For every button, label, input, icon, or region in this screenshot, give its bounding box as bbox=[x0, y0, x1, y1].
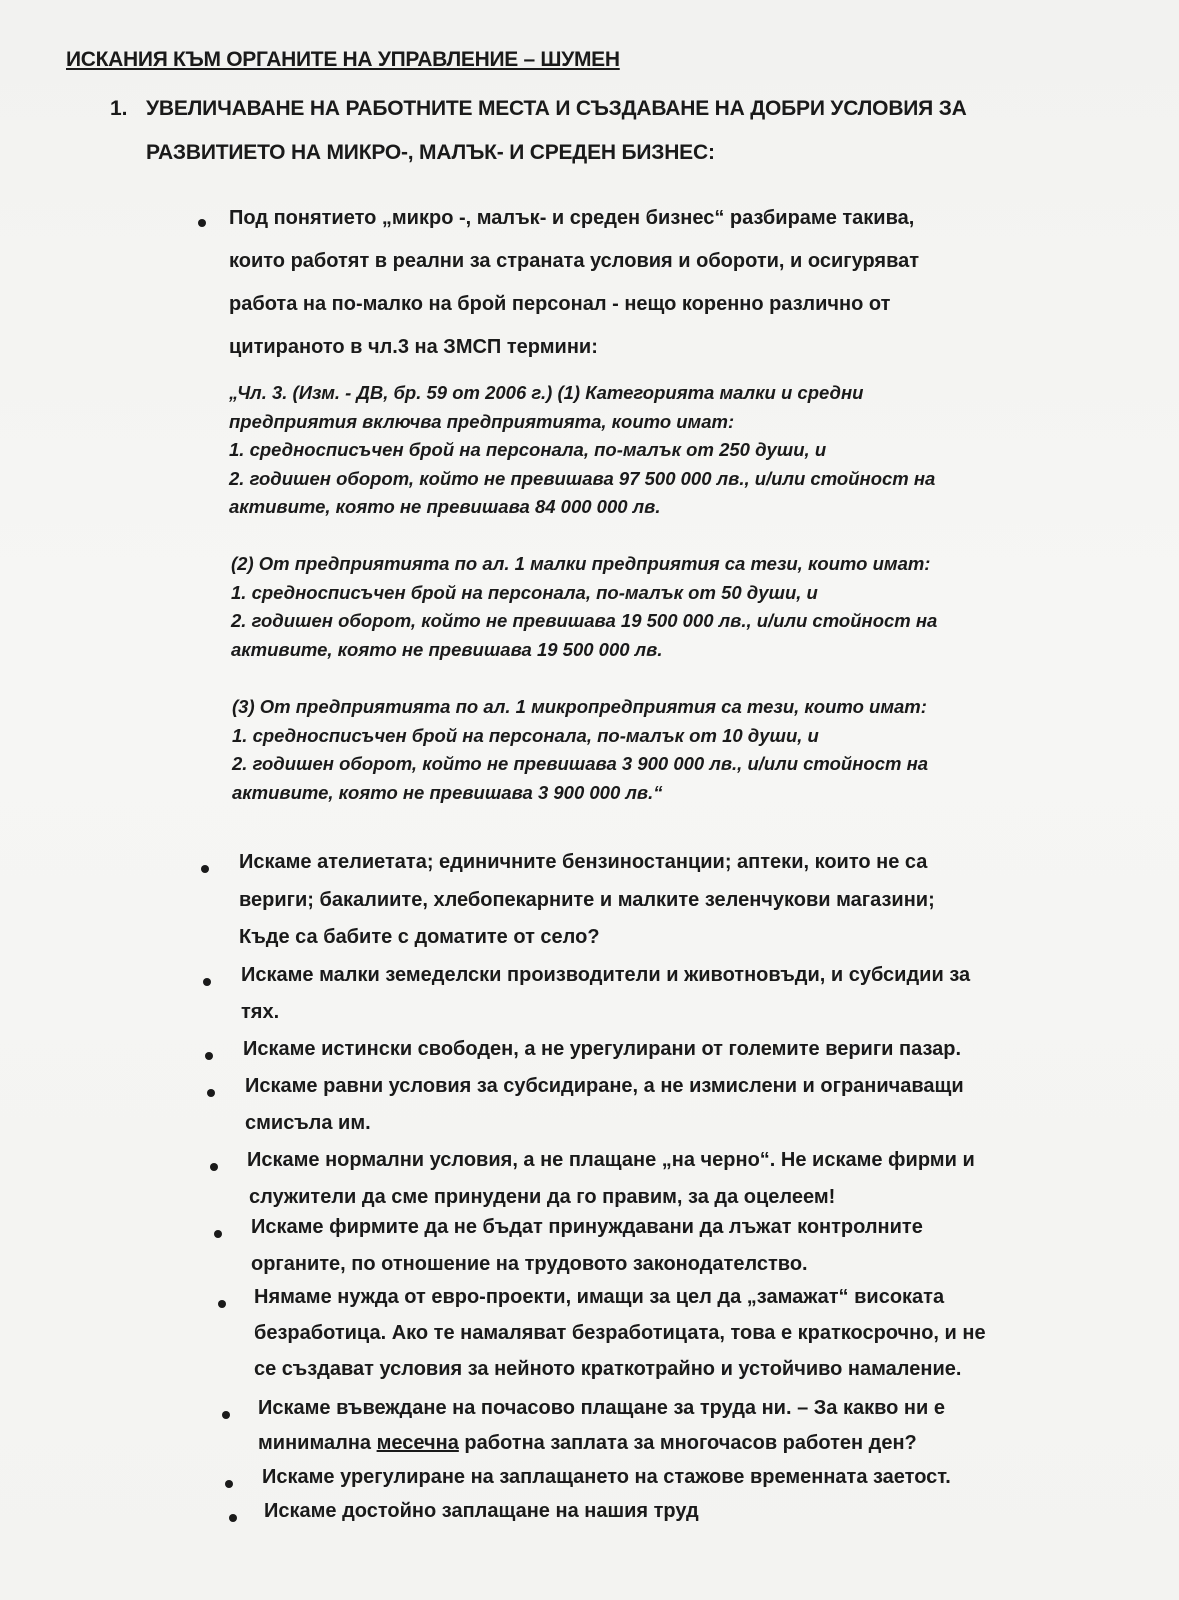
bullet-icon bbox=[229, 1514, 237, 1522]
bullet-icon bbox=[201, 865, 209, 873]
demand-text: работна заплата за многочасов работен ден? bbox=[458, 1432, 917, 1454]
demand-line: Искаме достойно заплащане на нашия труд bbox=[264, 1500, 699, 1522]
demand-line: смисъла им. bbox=[245, 1112, 371, 1134]
quote-line: (2) От предприятията по ал. 1 малки предприятия са тези, които имат: bbox=[231, 553, 931, 574]
demand-text: минимална bbox=[258, 1432, 377, 1454]
quote-line: „Чл. 3. (Изм. - ДВ, бр. 59 от 2006 г.) (1) Категорията малки и средни bbox=[229, 382, 864, 403]
quote-line: предприятия включва предприятията, които имат: bbox=[229, 411, 735, 432]
underlined-word: месечна bbox=[376, 1432, 459, 1454]
bullet-icon bbox=[218, 1300, 226, 1308]
demand-line: се създават условия за нейното краткотрайно и устойчиво намаление. bbox=[254, 1358, 962, 1380]
bullet-icon bbox=[214, 1230, 222, 1238]
quote-line: 1. средносписъчен брой на персонала, по-малък от 10 души, и bbox=[232, 725, 819, 746]
quote-line: 2. годишен оборот, който не превишава 19 500 000 лв., и/или стойност на bbox=[231, 610, 938, 631]
demand-line: Искаме равни условия за субсидиране, а не измислени и ограничаващи bbox=[245, 1075, 964, 1097]
bullet-icon bbox=[205, 1052, 213, 1060]
bullet-icon bbox=[222, 1411, 230, 1419]
demand-line: Искаме ателиетата; единичните бензиностанции; аптеки, които не са bbox=[239, 851, 928, 873]
demand-line: тях. bbox=[241, 1001, 280, 1023]
quote-line: 1. средносписъчен брой на персонала, по-малък от 250 души, и bbox=[229, 439, 827, 460]
quote-line: 1. средносписъчен брой на персонала, по-малък от 50 души, и bbox=[231, 582, 818, 603]
demand-line: Искаме фирмите да не бъдат принуждавани да лъжат контролните bbox=[251, 1216, 923, 1238]
demand-line: служители да сме принудени да го правим, за да оцелеем! bbox=[249, 1186, 836, 1208]
section-number: 1. bbox=[110, 97, 128, 120]
bullet-icon bbox=[203, 978, 211, 986]
demand-line: безработица. Ако те намаляват безработицата, това е краткосрочно, и не bbox=[254, 1322, 986, 1344]
quote-line: активите, която не превишава 84 000 000 лв. bbox=[229, 496, 661, 517]
document-heading: ИСКАНИЯ КЪМ ОРГАНИТЕ НА УПРАВЛЕНИЕ – ШУМЕН bbox=[66, 48, 620, 71]
quote-line: активите, която не превишава 3 900 000 лв.“ bbox=[232, 782, 663, 803]
demand-line: Къде са бабите с доматите от село? bbox=[239, 926, 600, 948]
intro-line: работа на по-малко на брой персонал - нещо коренно различно от bbox=[229, 293, 891, 315]
intro-line: Под понятието „микро -, малък- и среден бизнес“ разбираме такива, bbox=[229, 207, 915, 229]
quote-line: активите, която не превишава 19 500 000 лв. bbox=[231, 639, 663, 660]
bullet-icon bbox=[198, 219, 206, 227]
demand-line: вериги; бакалиите, хлебопекарните и малките зеленчукови магазини; bbox=[239, 889, 935, 911]
demand-line: Искаме малки земеделски производители и животновъди, и субсидии за bbox=[241, 964, 971, 986]
bullet-icon bbox=[207, 1089, 215, 1097]
quote-line: 2. годишен оборот, който не превишава 3 900 000 лв., и/или стойност на bbox=[232, 753, 929, 774]
demand-line bbox=[258, 1432, 917, 1455]
demand-line: Искаме урегулиране на заплащането на стажове временната заетост. bbox=[262, 1466, 951, 1488]
section-title-line: РАЗВИТИЕТО НА МИКРО-, МАЛЪК- И СРЕДЕН БИЗНЕС: bbox=[146, 141, 715, 164]
demand-line: Искаме нормални условия, а не плащане „на черно“. Не искаме фирми и bbox=[247, 1149, 975, 1171]
quote-line: (3) От предприятията по ал. 1 микропредприятия са тези, които имат: bbox=[232, 696, 927, 717]
demand-line: Искаме въвеждане на почасово плащане за труда ни. – За какво ни е bbox=[258, 1397, 945, 1419]
intro-line: които работят в реални за страната условия и обороти, и осигуряват bbox=[229, 250, 920, 272]
bullet-icon bbox=[210, 1163, 218, 1171]
quote-line: 2. годишен оборот, който не превишава 97 500 000 лв., и/или стойност на bbox=[229, 468, 936, 489]
demand-line: Искаме истински свободен, а не урегулирани от големите вериги пазар. bbox=[243, 1038, 962, 1060]
bullet-icon bbox=[225, 1480, 233, 1488]
intro-line: цитираното в чл.3 на ЗМСП термини: bbox=[229, 336, 598, 358]
demand-line: органите, по отношение на трудовото законодателство. bbox=[251, 1253, 808, 1275]
section-title-line: УВЕЛИЧАВАНЕ НА РАБОТНИТЕ МЕСТА И СЪЗДАВАНЕ НА ДОБРИ УСЛОВИЯ ЗА bbox=[146, 97, 967, 120]
demand-line: Нямаме нужда от евро-проекти, имащи за цел да „замажат“ високата bbox=[254, 1286, 945, 1308]
